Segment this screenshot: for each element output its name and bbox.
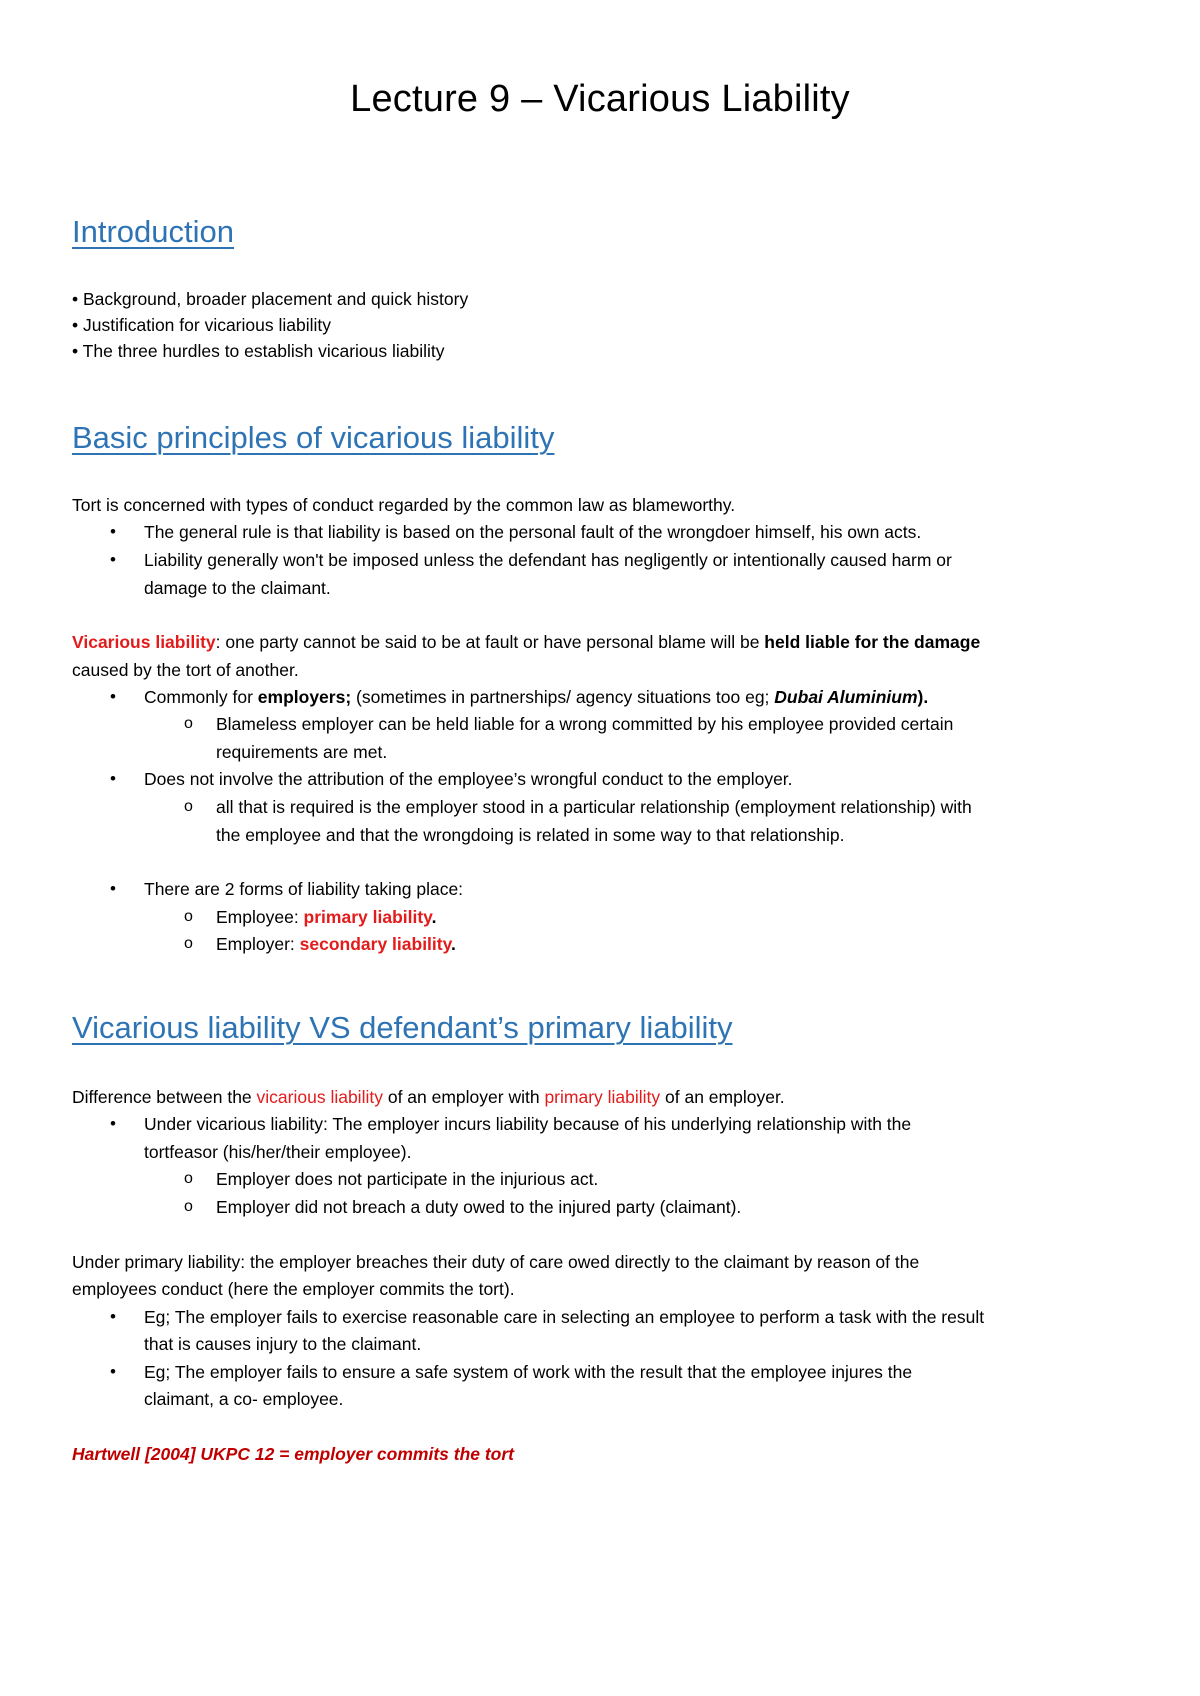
text: . — [431, 907, 437, 927]
text: of an employer. — [660, 1087, 785, 1107]
bullet-marker: • — [110, 1114, 116, 1133]
basic-sub-1-line-1: Blameless employer can be held liable for a wrong committed by his employee provided certain — [216, 714, 954, 734]
text: (sometimes in partnerships/ agency situations too eg; — [351, 687, 775, 707]
basic-attribution-bullet: Does not involve the attribution of the employee’s wrongful conduct to the employer. — [144, 769, 793, 789]
intro-item-2: • Justification for vicarious liability — [72, 315, 331, 335]
vicarious-definition-line-2: caused by the tort of another. — [72, 660, 299, 680]
case-hartwell: Hartwell [2004] UKPC 12 = employer commits the tort — [72, 1444, 515, 1464]
vs-example-1-line-1: Eg; The employer fails to exercise reasonable care in selecting an employee to perform a task with the result — [144, 1307, 985, 1327]
basic-bullet-2-line-1: Liability generally won't be imposed unless the defendant has negligently or intentionally caused harm or — [144, 550, 952, 570]
vicarious-definition-line-1 — [72, 631, 980, 653]
vs-example-2-line-1: Eg; The employer fails to ensure a safe system of work with the result that the employee injures the — [144, 1362, 913, 1382]
intro-item-1: • Background, broader placement and quick history — [72, 289, 469, 309]
primary-liability-term: primary liability — [544, 1087, 661, 1107]
intro-item-3: • The three hurdles to establish vicarious liability — [72, 341, 445, 361]
sub-bullet-marker: o — [184, 1198, 193, 1215]
page-title: Lecture 9 – Vicarious Liability — [350, 78, 850, 120]
sub-bullet-marker: o — [184, 715, 193, 732]
heading-vicarious-vs-primary: Vicarious liability VS defendant’s primary liability — [72, 1010, 733, 1045]
bullet-marker: • — [110, 1362, 116, 1381]
basic-paragraph-1: Tort is concerned with types of conduct regarded by the common law as blameworthy. — [72, 495, 736, 515]
bullet-marker: • — [110, 769, 116, 788]
sub-bullet-marker: o — [184, 935, 193, 952]
basic-commonly-bullet — [144, 686, 928, 708]
vs-example-2-line-2: claimant, a co- employee. — [144, 1389, 344, 1409]
text: Employee: — [216, 907, 304, 927]
basic-sub-1-line-2: requirements are met. — [216, 742, 388, 762]
vs-paragraph-2-line-1: Under primary liability: the employer breaches their duty of care owed directly to the claimant by reason of the — [72, 1252, 920, 1272]
secondary-liability-term: secondary liability — [299, 934, 452, 954]
text: Commonly for — [144, 687, 258, 707]
text: . — [451, 934, 456, 954]
vs-bullet-1-line-1: Under vicarious liability: The employer incurs liability because of his underlying relationship with the — [144, 1114, 912, 1134]
bullet-marker: • — [110, 1307, 116, 1326]
text: of an employer with — [382, 1087, 545, 1107]
basic-sub-2-line-1: all that is required is the employer stood in a particular relationship (employment relationship) with — [216, 797, 972, 817]
bullet-marker: • — [110, 687, 116, 706]
basic-bullet-1: The general rule is that liability is based on the personal fault of the wrongdoer himself, his own acts. — [144, 522, 922, 542]
vs-paragraph-1 — [72, 1086, 785, 1108]
vicarious-liability-term: Vicarious liability — [72, 632, 216, 652]
bullet-marker: • — [110, 550, 116, 569]
text: ). — [917, 687, 929, 707]
primary-liability-term: primary liability — [303, 907, 432, 927]
text: Employer: — [216, 934, 300, 954]
text: Difference between the — [72, 1087, 257, 1107]
case-dubai-aluminium: Dubai Aluminium — [774, 687, 918, 707]
vs-sub-2: Employer did not breach a duty owed to the injured party (claimant). — [216, 1197, 742, 1217]
heading-basic-principles: Basic principles of vicarious liability — [72, 420, 555, 455]
bullet-marker: • — [110, 522, 116, 541]
basic-bullet-2-line-2: damage to the claimant. — [144, 578, 331, 598]
form-employer — [216, 933, 456, 955]
bullet-marker: • — [110, 879, 116, 898]
form-employee — [216, 906, 436, 928]
vs-example-1-line-2: that is causes injury to the claimant. — [144, 1334, 422, 1354]
definition-bold: held liable for the damage — [764, 632, 981, 652]
definition-text: : one party cannot be said to be at fault or have personal blame will be — [215, 632, 765, 652]
vs-sub-1: Employer does not participate in the injurious act. — [216, 1169, 599, 1189]
employers-bold: employers; — [257, 687, 352, 707]
heading-introduction: Introduction — [72, 214, 234, 249]
sub-bullet-marker: o — [184, 908, 193, 925]
basic-forms-bullet: There are 2 forms of liability taking place: — [144, 879, 464, 899]
sub-bullet-marker: o — [184, 798, 193, 815]
vs-bullet-1-line-2: tortfeasor (his/her/their employee). — [144, 1142, 412, 1162]
vicarious-liability-term: vicarious liability — [256, 1087, 383, 1107]
sub-bullet-marker: o — [184, 1170, 193, 1187]
basic-sub-2-line-2: the employee and that the wrongdoing is related in some way to that relationship. — [216, 825, 845, 845]
vs-paragraph-2-line-2: employees conduct (here the employer commits the tort). — [72, 1279, 515, 1299]
